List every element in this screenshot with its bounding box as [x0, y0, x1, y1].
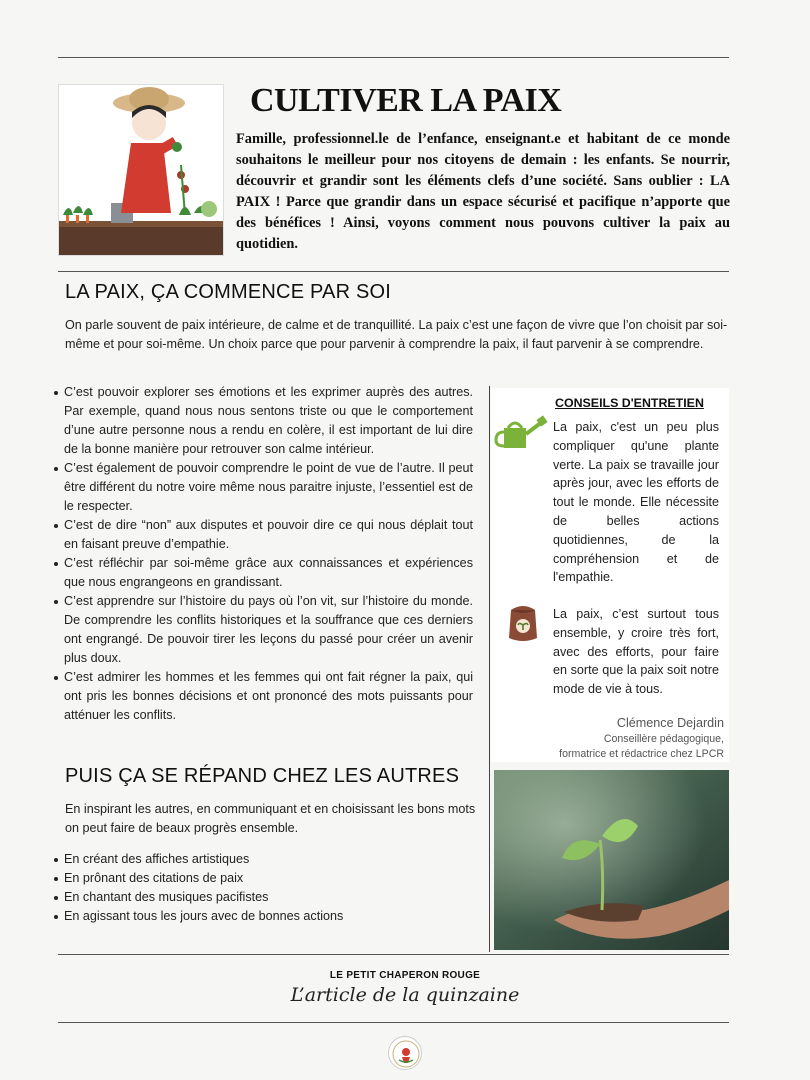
section-paragraph-autres: En inspirant les autres, en communiquant et en choisissant les bons mots on peut faire de beaux progrès ensemble. [65, 802, 476, 835]
sidebar-title: CONSEILS D'ENTRETIEN [555, 396, 704, 410]
list-item: En créant des affiches artistiques [50, 850, 480, 869]
sidebar-text-2: La paix, c’est surtout tous ensemble, y croire très fort, avec des efforts, pour faire en sorte que la paix soit notre mode de vie à tous. [553, 607, 719, 697]
list-item: En agissant tous les jours avec de bonnes actions [50, 907, 480, 926]
footer-tagline: L’article de la quinzaine [290, 984, 520, 1006]
seed-bag-icon [505, 602, 541, 642]
footer-divider-top [58, 954, 729, 955]
watering-can-icon [494, 412, 548, 452]
author-name: Clémence Dejardin [616, 716, 724, 730]
author-role: Conseillère pédagogique, [603, 733, 724, 745]
list-item: C’est également de pouvoir comprendre le point de vue de l’autre. Il peut être différent du notre voire même nous paraitre injuste, l’essentiel est de le respecter. [50, 459, 473, 516]
gardening-girl-illustration [58, 84, 224, 256]
intro-paragraph: Famille, professionnel.le de l’enfance, enseignant.e et habitant de ce monde souhaitons le meilleur pour nos citoyens de demain : les enfants. Se nourrir, découvrir et grandir sont les éléments clefs d’une société. Sans oublier : LA PAIX ! Parce que grandir dans un espace sécurisé et pacifique n’apporte que des bénéfices ! Ainsi, voyons comment nous pouvons cultiver la paix au quotidien. [236, 131, 730, 252]
top-divider [58, 57, 729, 58]
list-item: En chantant des musiques pacifistes [50, 888, 480, 907]
list-item: En prônant des citations de paix [50, 869, 480, 888]
column-divider [489, 386, 490, 952]
seedling-in-hand-photo [494, 770, 729, 950]
bullet-list-soi [50, 383, 473, 725]
footer-divider-bottom [58, 1022, 729, 1023]
bullet-list-autres [50, 850, 480, 926]
list-item: C’est pouvoir explorer ses émotions et les exprimer auprès des autres. Par exemple, quand nous nous sentons triste ou que le comportement d’une autre personne nous a rendu en colère, il est important de lui dire de la bonne manière pour retrouver son calme intérieur. [50, 383, 473, 459]
list-item: C’est apprendre sur l’histoire du pays où l’on vit, sur l’histoire du monde. De comprendre les conflits historiques et la souffrance que ces derniers ont engrangé. De pouvoir tirer les leçons du passé pour créer un avenir plus doux. [50, 592, 473, 668]
list-item: C’est de dire “non” aux disputes et pouvoir dire ce qui nous déplait tout en faisant preuve d’empathie. [50, 516, 473, 554]
section-paragraph-soi: On parle souvent de paix intérieure, de calme et de tranquillité. La paix c’est une façon de vivre que l’on choisit par soi-même et pour soi-même. Un choix parce que pour parvenir à comprendre la paix, il faut parvenir à se comprendre. [65, 318, 728, 351]
page-title: CULTIVER LA PAIX [250, 82, 562, 119]
author-signature [559, 715, 724, 762]
header-divider [58, 271, 729, 272]
author-role: formatrice et rédactrice chez LPCR [559, 748, 724, 760]
section-heading-autres: PUIS ÇA SE RÉPAND CHEZ LES AUTRES [65, 765, 460, 787]
footer-organization: LE PETIT CHAPERON ROUGE [329, 970, 481, 981]
lpcr-logo [388, 1036, 422, 1070]
sidebar-text-1: La paix, c'est un peu plus compliquer qu'une plante verte. La paix se travaille jour après jour, avec les efforts de tout le monde. Elle nécessite de belles actions quotidiennes, de la compréhension et de l'empathie. [553, 420, 719, 585]
section-heading-soi: LA PAIX, ÇA COMMENCE PAR SOI [65, 281, 392, 303]
list-item: C’est admirer les hommes et les femmes qui ont fait régner la paix, qui ont pris les bonnes décisions et ont prononcé des mots puissants pour atténuer les conflits. [50, 668, 473, 725]
list-item: C’est réfléchir par soi-même grâce aux connaissances et expériences que nous engrangeons en grandissant. [50, 554, 473, 592]
